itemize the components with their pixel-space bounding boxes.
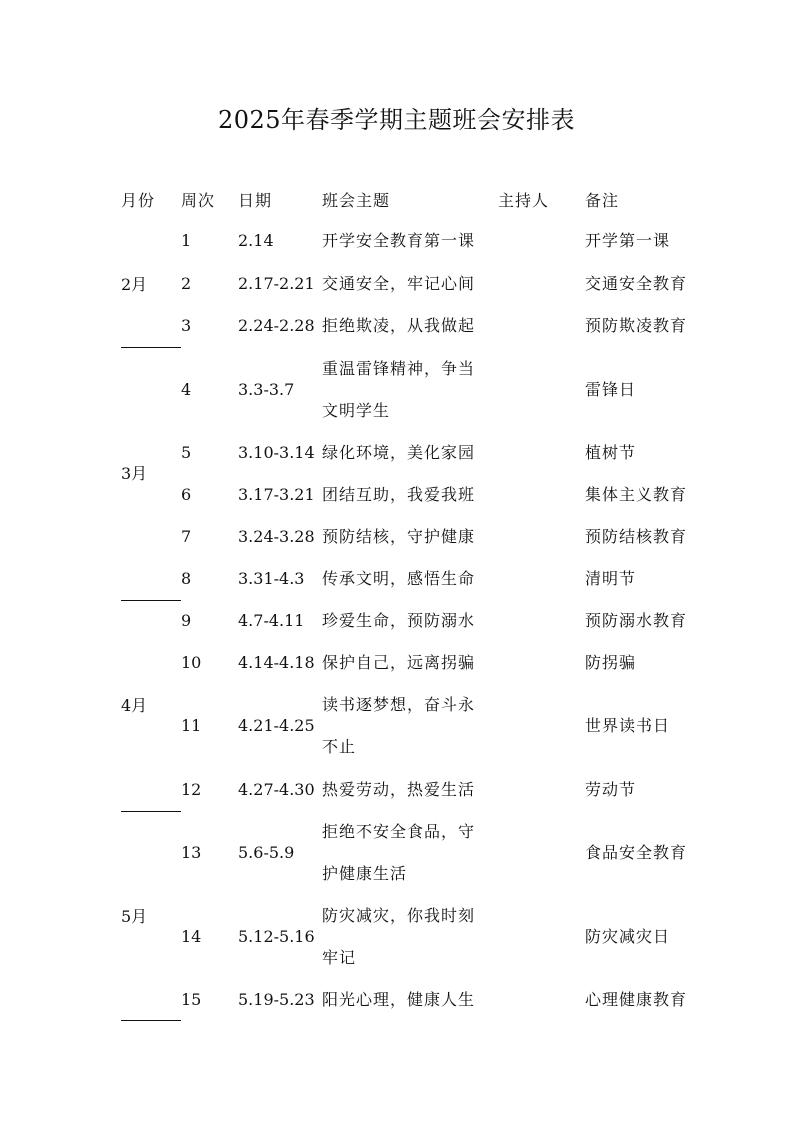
topic-cell: 护健康生活 (322, 864, 408, 883)
date-cell: 4.7-4.11 (238, 611, 305, 630)
month-label-may: 5月 (121, 907, 148, 926)
topic-cell: 交通安全，牢记心间 (322, 274, 476, 293)
date-cell: 4.21-4.25 (238, 716, 315, 735)
month-divider (121, 1020, 181, 1021)
topic-cell: 预防结核，守护健康 (322, 527, 476, 546)
week-cell: 3 (181, 316, 192, 335)
header-topic: 班会主题 (322, 191, 391, 210)
week-cell: 15 (181, 990, 202, 1009)
week-cell: 8 (181, 569, 192, 588)
week-cell: 14 (181, 927, 202, 946)
week-cell: 10 (181, 653, 202, 672)
note-cell: 预防结核教育 (585, 527, 688, 546)
note-cell: 防灾减灾日 (585, 927, 671, 946)
week-cell: 9 (181, 611, 192, 630)
topic-cell: 牢记 (322, 948, 357, 967)
note-cell: 交通安全教育 (585, 274, 688, 293)
topic-cell: 不止 (322, 737, 357, 756)
topic-cell: 团结互助，我爱我班 (322, 485, 476, 504)
date-cell: 2.24-2.28 (238, 316, 315, 335)
month-label-apr: 4月 (121, 696, 148, 715)
date-cell: 3.31-4.3 (238, 569, 305, 588)
note-cell: 植树节 (585, 443, 637, 462)
note-cell: 雷锋日 (585, 380, 637, 399)
week-cell: 2 (181, 274, 192, 293)
topic-cell: 拒绝不安全食品，守 (322, 822, 476, 841)
date-cell: 4.27-4.30 (238, 780, 315, 799)
topic-cell: 拒绝欺凌，从我做起 (322, 316, 476, 335)
date-cell: 5.19-5.23 (238, 990, 315, 1009)
date-cell: 5.6-5.9 (238, 843, 295, 862)
date-cell: 3.17-3.21 (238, 485, 315, 504)
note-cell: 预防溺水教育 (585, 611, 688, 630)
month-divider (121, 811, 181, 812)
note-cell: 集体主义教育 (585, 485, 688, 504)
note-cell: 预防欺凌教育 (585, 316, 688, 335)
header-note: 备注 (585, 191, 620, 210)
topic-cell: 重温雷锋精神，争当 (322, 359, 476, 378)
note-cell: 心理健康教育 (585, 990, 688, 1009)
topic-cell: 防灾减灾，你我时刻 (322, 906, 476, 925)
week-cell: 6 (181, 485, 192, 504)
header-week: 周次 (181, 191, 216, 210)
month-label-feb: 2月 (121, 275, 148, 294)
week-cell: 7 (181, 527, 192, 546)
topic-cell: 读书逐梦想，奋斗永 (322, 695, 476, 714)
note-cell: 清明节 (585, 569, 637, 588)
date-cell: 2.14 (238, 231, 274, 250)
note-cell: 防拐骗 (585, 653, 637, 672)
month-divider (121, 347, 181, 348)
header-host: 主持人 (498, 191, 550, 210)
week-cell: 12 (181, 780, 202, 799)
topic-cell: 绿化环境，美化家园 (322, 443, 476, 462)
week-cell: 11 (181, 716, 202, 735)
note-cell: 世界读书日 (585, 716, 671, 735)
topic-cell: 珍爱生命，预防溺水 (322, 611, 476, 630)
topic-cell: 阳光心理，健康人生 (322, 990, 476, 1009)
date-cell: 5.12-5.16 (238, 927, 315, 946)
date-cell: 3.3-3.7 (238, 380, 295, 399)
week-cell: 1 (181, 231, 192, 250)
header-date: 日期 (238, 191, 273, 210)
month-label-mar: 3月 (121, 464, 148, 483)
date-cell: 2.17-2.21 (238, 274, 315, 293)
topic-cell: 文明学生 (322, 401, 391, 420)
date-cell: 3.24-3.28 (238, 527, 315, 546)
date-cell: 4.14-4.18 (238, 653, 315, 672)
topic-cell: 传承文明，感悟生命 (322, 569, 476, 588)
week-cell: 4 (181, 380, 192, 399)
topic-cell: 热爱劳动，热爱生活 (322, 780, 476, 799)
note-cell: 开学第一课 (585, 231, 671, 250)
week-cell: 5 (181, 443, 192, 462)
topic-cell: 保护自己，远离拐骗 (322, 653, 476, 672)
note-cell: 食品安全教育 (585, 843, 688, 862)
date-cell: 3.10-3.14 (238, 443, 315, 462)
header-month: 月份 (121, 191, 156, 210)
topic-cell: 开学安全教育第一课 (322, 231, 476, 250)
note-cell: 劳动节 (585, 780, 637, 799)
page-title: 2025年春季学期主题班会安排表 (217, 106, 576, 134)
month-divider (121, 600, 181, 601)
week-cell: 13 (181, 843, 202, 862)
